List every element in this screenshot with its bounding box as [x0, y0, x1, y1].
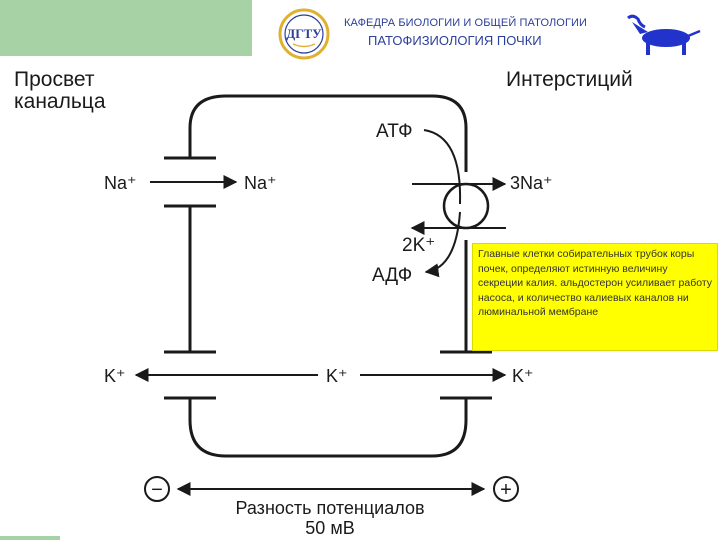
cell-bottom-outline [190, 398, 466, 456]
k-mid-label: K⁺ [326, 366, 348, 386]
lumen-label-line1: Просвет [14, 68, 95, 91]
potential-label-line2: 50 мВ [305, 518, 355, 538]
lumen-label-line2: канальца [14, 90, 106, 113]
dog-icon [624, 12, 704, 58]
interstitium-label: Интерстиций [506, 68, 633, 91]
atp-label: АТФ [376, 121, 413, 142]
green-decor-block [0, 0, 252, 56]
na-k-pump [444, 184, 488, 228]
na-right-label: 3Na⁺ [510, 173, 553, 193]
k-right-label: K⁺ [512, 366, 534, 386]
explanation-callout: Главные клетки собирательных трубок коры почек, определяют истинную величину секреции калия. альдостерон усиливает работу насоса, и количество калиевых каналов ни люминальной мембране [472, 243, 718, 351]
k-left-label: K⁺ [104, 366, 126, 386]
course-title: ПАТОФИЗИОЛОГИЯ ПОЧКИ [368, 33, 542, 48]
adp-label: АДФ [372, 265, 413, 286]
potential-label-line1: Разность потенциалов [235, 498, 425, 518]
k-pump-label: 2K⁺ [402, 235, 436, 256]
university-logo [278, 8, 330, 60]
na-left-label: Na⁺ [104, 173, 137, 193]
plus-sign: + [500, 479, 512, 501]
logo-text: ДГТУ [286, 26, 322, 41]
department-title: КАФЕДРА БИОЛОГИИ И ОБЩЕЙ ПАТОЛОГИИ [344, 17, 588, 29]
na-mid-label: Na⁺ [244, 173, 277, 193]
minus-sign: − [151, 479, 163, 501]
cell-top-outline [190, 96, 466, 172]
